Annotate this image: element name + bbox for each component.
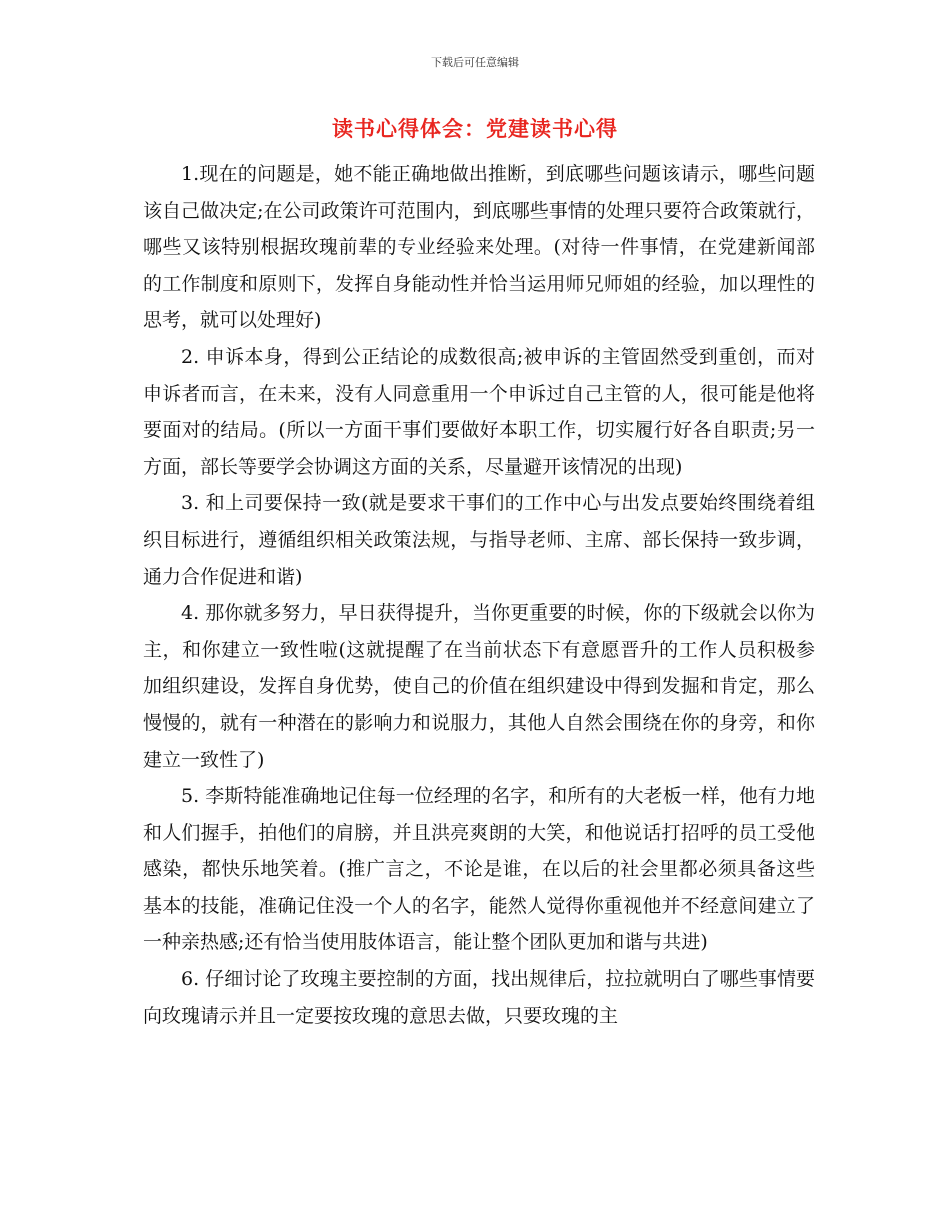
paragraph-1: 1.现在的问题是，她不能正确地做出推断，到底哪些问题该请示，哪些问题该自己做决定;在公司政策许可范围内，到底哪些事情的处理只要符合政策就行，哪些又该特别根据玫瑰前辈的专业经验来处理。(对待一件事情，在党建新闻部的工作制度和原则下，发挥自身能动性并恰当运用师兄师姐的经验，加以理性的思考，就可以处理好): [143, 163, 815, 332]
paragraph-2: 2. 申诉本身，得到公正结论的成数很高;被申诉的主管固然受到重创，而对申诉者而言，在未来，没有人同意重用一个申诉过自己主管的人，很可能是他将要面对的结局。(所以一方面干事们要做好本职工作，切实履行好各自职责;另一方面，部长等要学会协调这方面的关系，尽量避开该情况的出现): [143, 345, 815, 478]
paragraph-6: 6. 仔细讨论了玫瑰主要控制的方面，找出规律后，拉拉就明白了哪些事情要向玫瑰请示并且一定要按玫瑰的意思去做，只要玫瑰的主: [143, 968, 815, 1027]
paragraph-3: 3. 和上司要保持一致(就是要求干事们的工作中心与出发点要始终围绕着组织目标进行，遵循组织相关政策法规，与指导老师、主席、部长保持一致步调，通力合作促进和谐): [143, 492, 815, 588]
paragraph-4: 4. 那你就多努力，早日获得提升，当你更重要的时候，你的下级就会以你为主，和你建立一致性啦(这就提醒了在当前状态下有意愿晋升的工作人员积极参加组织建设，发挥自身优势，使自己的价值在组织建设中得到发掘和肯定，那么慢慢的，就有一种潜在的影响力和说服力，其他人自然会围绕在你的身旁，和你建立一致性了): [143, 602, 815, 771]
document-title: 读书心得体会：党建读书心得: [332, 116, 618, 141]
header-note: 下载后可任意编辑: [431, 56, 519, 69]
document-body: [143, 156, 815, 1034]
paragraph-5: 5. 李斯特能准确地记住每一位经理的名字，和所有的大老板一样，他有力地和人们握手，拍他们的肩膀，并且洪亮爽朗的大笑，和他说话打招呼的员工受他感染，都快乐地笑着。(推广言之，不论是谁，在以后的社会里都必须具备这些基本的技能，准确记住没一个人的名字，能然人觉得你重视他并不经意间建立了一种亲热感;还有恰当使用肢体语言，能让整个团队更加和谐与共进): [143, 785, 815, 954]
